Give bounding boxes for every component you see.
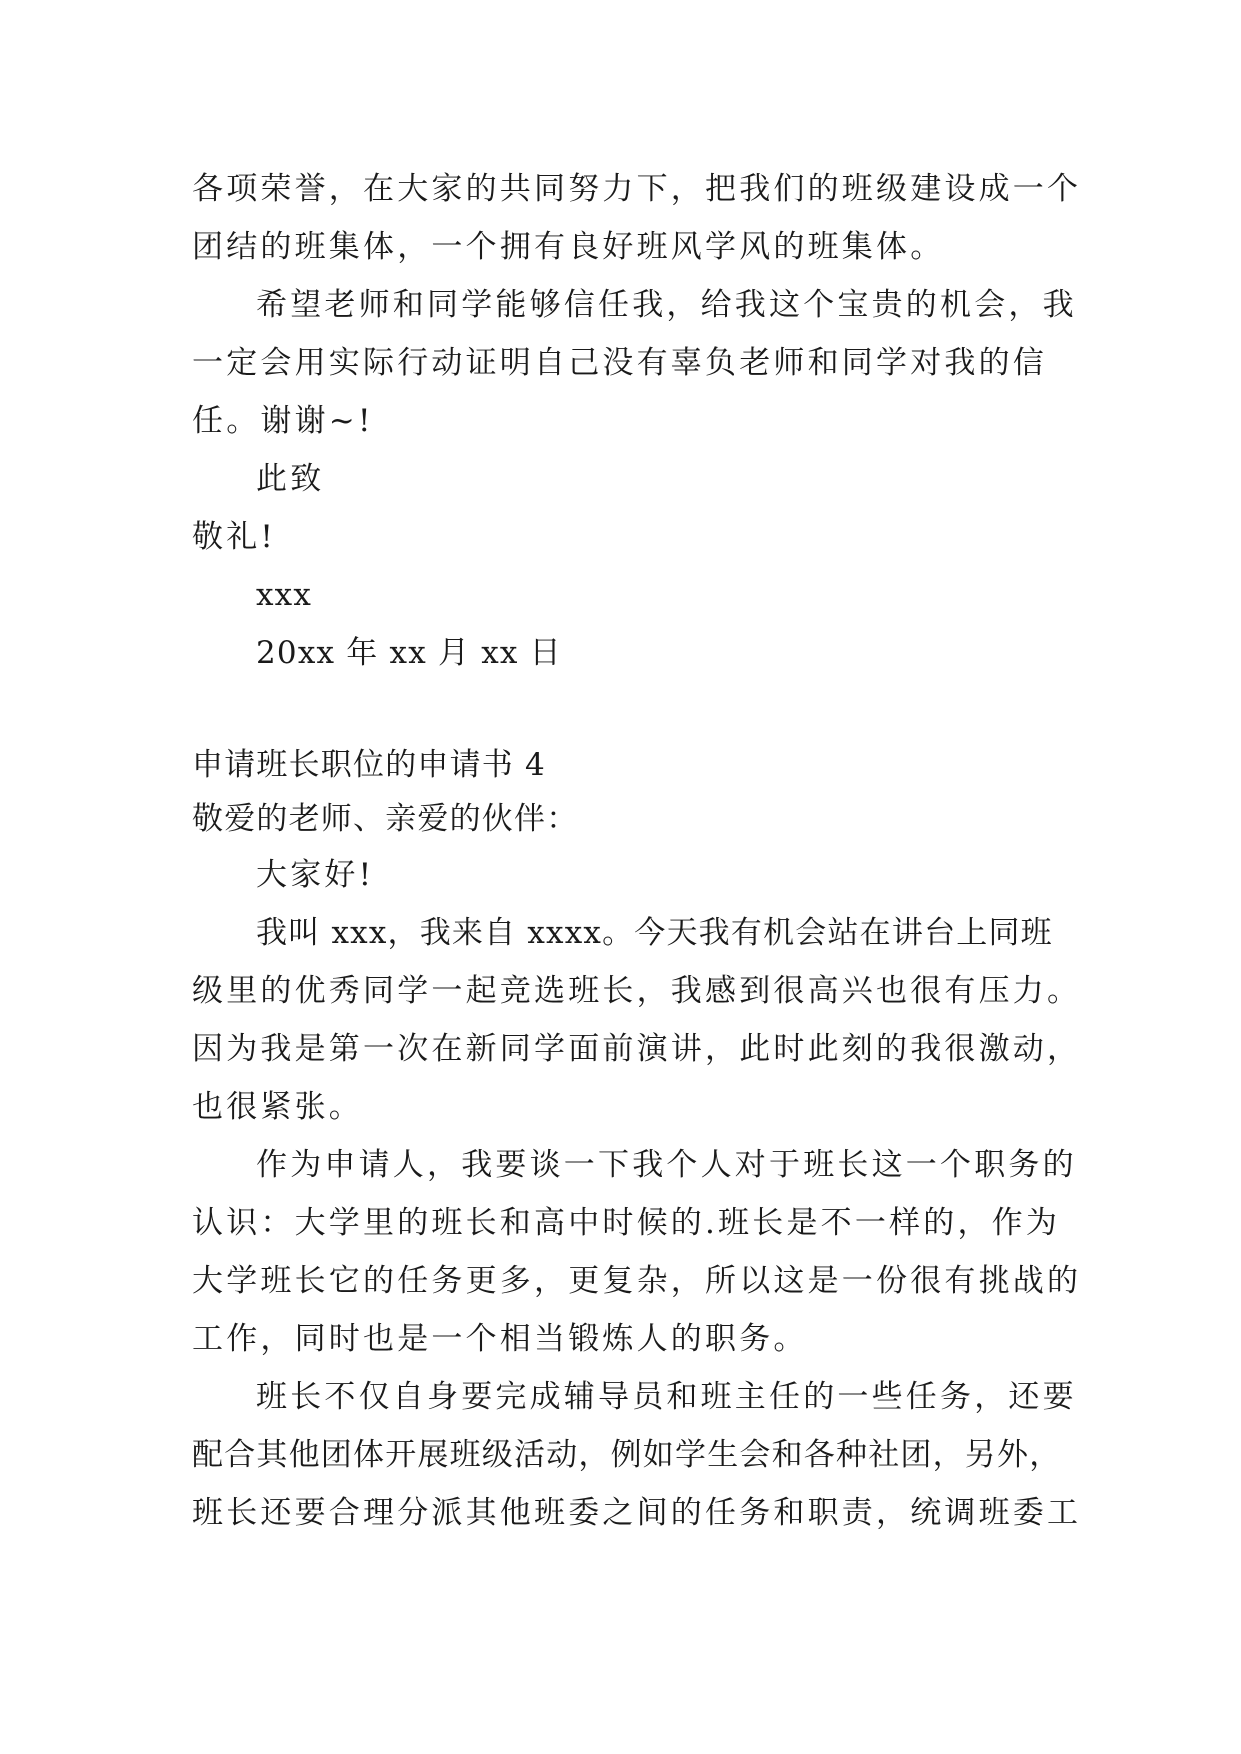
letter-greeting: 敬爱的老师、亲爱的伙伴： [192, 801, 579, 837]
closing-salute: 此致 [256, 461, 325, 497]
text-line: 班长还要合理分派其他班委之间的任务和职责，统调班委工 [192, 1495, 1082, 1531]
closing-respect: 敬礼! [192, 519, 277, 555]
letter-title: 申请班长职位的申请书 4 [192, 747, 546, 783]
text-line: 作为申请人，我要谈一下我个人对于班长这一个职务的 [256, 1147, 1077, 1183]
text-line: 级里的优秀同学一起竞选班长，我感到很高兴也很有压力。 [192, 973, 1082, 1009]
paragraph-understanding [192, 1136, 1082, 1368]
text-line: 任。谢谢~! [192, 403, 374, 439]
text-line: 工作，同时也是一个相当锻炼人的职务。 [192, 1321, 808, 1357]
text-line: 团结的班集体，一个拥有良好班风学风的班集体。 [192, 229, 945, 265]
text-line: 我叫 xxx，我来自 xxxx。今天我有机会站在讲台上同班 [256, 915, 1053, 951]
letter-4 [192, 738, 1082, 1542]
text-line: 一定会用实际行动证明自己没有辜负老师和同学对我的信 [192, 345, 1047, 381]
text-line: 因为我是第一次在新同学面前演讲，此时此刻的我很激动， [192, 1031, 1082, 1067]
paragraph-hope [192, 276, 1077, 450]
letter-hello: 大家好! [256, 857, 375, 893]
text-line: 认识：大学里的班长和高中时候的.班长是不一样的，作为 [192, 1205, 1061, 1241]
paragraph-introduction [192, 904, 1082, 1136]
text-line: 配合其他团体开展班级活动，例如学生会和各种社团，另外， [192, 1437, 1062, 1473]
signature-date: 20xx 年 xx 月 xx 日 [256, 635, 562, 671]
closing-block [192, 450, 1062, 682]
section-gap [192, 682, 1062, 738]
text-line: 各项荣誉，在大家的共同努力下，把我们的班级建设成一个 [192, 171, 1082, 207]
document-page [192, 160, 1082, 1542]
signature-name: xxx [256, 577, 313, 613]
text-line: 也很紧张。 [192, 1089, 363, 1125]
paragraph-honors [192, 160, 1082, 276]
text-line: 希望老师和同学能够信任我，给我这个宝贵的机会，我 [256, 287, 1077, 323]
paragraph-duties [192, 1368, 1082, 1542]
text-line: 大学班长它的任务更多，更复杂，所以这是一份很有挑战的 [192, 1263, 1082, 1299]
text-line: 班长不仅自身要完成辅导员和班主任的一些任务，还要 [256, 1379, 1077, 1415]
